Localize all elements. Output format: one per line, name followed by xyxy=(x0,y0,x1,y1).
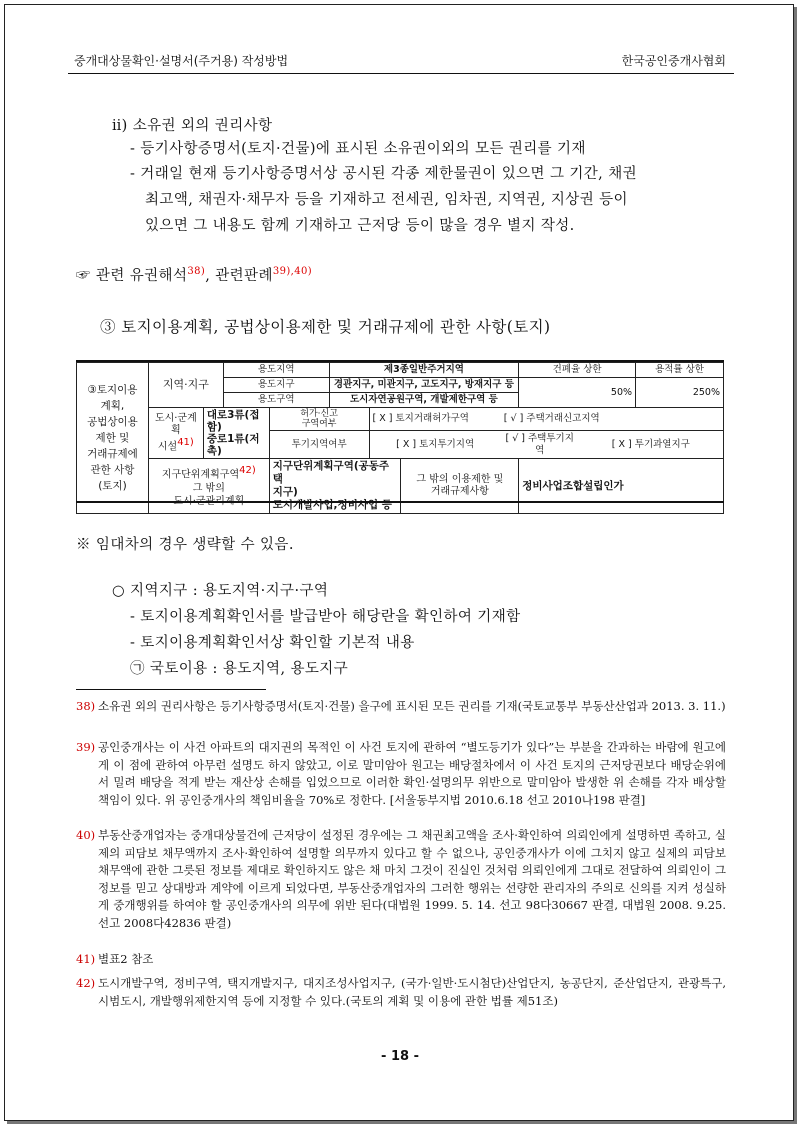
lease-note: ※ 임대차의 경우 생략할 수 있음. xyxy=(76,537,294,553)
table-side-label: ③토지이용 계획, 공법상이용 제한 및 거래규제에 관한 사항 (토지) xyxy=(77,363,149,514)
footnote-number: 38) xyxy=(76,699,96,713)
table-bottom-rule xyxy=(76,501,724,503)
use-district-label: 용도지구 xyxy=(223,378,329,393)
speculation-value-3: [ X ] 투기과열지구 xyxy=(579,431,724,459)
footnote-number: 41) xyxy=(76,952,96,966)
footnote-39 xyxy=(76,739,726,807)
use-area-value: 제3종일반주거지역 xyxy=(329,363,519,378)
permit-zone-value-1: [ X ] 토지거래허가구역 xyxy=(369,408,501,431)
permit-zone-label: 허가·신고 구역여부 xyxy=(269,408,369,431)
plan-facility-label: 도시·군계획 시설41) xyxy=(148,408,203,459)
bullet-dash-1: - 토지이용계획확인서를 발급받아 해당란을 확인하여 기재함 xyxy=(130,609,521,625)
footnote-42 xyxy=(76,975,726,1008)
footnote-text: 별표2 참조 xyxy=(98,952,154,966)
dash-item-2-line1: - 거래일 현재 등기사항증명서상 공시된 각종 제한물권이 있으면 그 기간, 채권 xyxy=(130,166,638,182)
zone-label: 지역·지구 xyxy=(148,363,223,408)
dash-item-2-line2: 최고액, 채권자·채무자 등을 기재하고 전세권, 임차권, 지역권, 지상권 등이 xyxy=(145,192,628,208)
subheading-other-rights: ⅱ) 소유권 외의 권리사항 xyxy=(112,118,273,134)
footnote-ref-39-40[interactable]: 39),40) xyxy=(272,266,313,278)
footnote-38 xyxy=(76,698,726,716)
unit-plan-label: 지구단위계획구역42) 그 밖의 도시·군관리계획 xyxy=(148,459,269,514)
bullet-zone-district: ○ 지역지구 : 용도지역·지구·구역 xyxy=(112,583,329,599)
footnote-text: 공인중개사는 이 사건 아파트의 대지권의 목적인 이 사건 토지에 관하여 “별도등기가 있다”는 부분을 간과하는 바람에 원고에게 이 점에 관하여 아무런 설명도 하지 않았고, 이로 말미암아 원고는 배당절차에서 이 사건 토지의 근저당권보다 배당순위에서 밀려 배당을 적게 받는 재산상 손해를 입었으므로 이러한 확인·설명의무 위반으로 말미암아 발생한 위 손해를 각자 배상할 책임이 있다. 위 공인중개사의 책임비율을 70%로 정한다. [서울동부지법 2010.6.18 선고 2010나198 판결] xyxy=(98,740,726,807)
other-restrictions-label: 그 밖의 이용제한 및 거래규제사항 xyxy=(401,459,519,514)
use-area-label: 용도지역 xyxy=(223,363,329,378)
far-value: 250% xyxy=(636,378,724,408)
reference-prefix: ☞ 관련 유권해석 xyxy=(76,268,188,284)
footnote-41 xyxy=(76,951,726,969)
reference-line xyxy=(76,264,312,285)
bullet-dash-2: - 토지이용계획확인서상 확인할 기본적 내용 xyxy=(130,635,415,651)
footnote-text: 도시개발구역, 정비구역, 택지개발지구, 대지조성사업지구, (국가·일반·도시첨단)산업단지, 농공단지, 준산업단지, 관광특구, 시범도시, 개발행위제한지역 등에 지정할 수 있다.(국토의 계획 및 이용에 관한 법률 제51조) xyxy=(98,976,726,1008)
dash-item-2-line3: 있으면 그 내용도 함께 기재하고 근저당 등이 많을 경우 별지 작성. xyxy=(145,218,575,234)
speculation-label: 투기지역여부 xyxy=(269,431,369,459)
dash-item-1: - 등기사항증명서(토지·건물)에 표시된 소유권이외의 모든 권리를 기재 xyxy=(130,141,586,157)
speculation-value-2: [ √ ] 주택투기지역 xyxy=(501,431,579,459)
footnote-number: 39) xyxy=(76,740,96,754)
footnote-40 xyxy=(76,827,726,930)
use-zone-label: 용도구역 xyxy=(223,393,329,408)
reference-mid: , 관련판례 xyxy=(205,268,273,284)
other-restrictions-value: 정비사업조합설립인가 xyxy=(519,459,724,514)
header-publisher: 한국공인중개사협회 xyxy=(621,54,726,68)
footnote-ref-42[interactable]: 42) xyxy=(239,465,256,477)
footnote-number: 42) xyxy=(76,976,96,990)
bcr-value: 50% xyxy=(519,378,636,408)
footnote-text: 소유권 외의 권리사항은 등기사항증명서(토지·건물) 을구에 표시된 모든 권리를 기재(국토교통부 부동산산업과 2013. 3. 11.) xyxy=(98,699,726,713)
footnote-ref-41[interactable]: 41) xyxy=(177,436,194,448)
use-zone-value: 도시자연공원구역, 개발제한구역 등 xyxy=(329,393,519,408)
section-heading-3: ③ 토지이용계획, 공법상이용제한 및 거래규제에 관한 사항(토지) xyxy=(100,318,551,336)
footnote-divider xyxy=(76,689,266,690)
plan-facility-value: 대로3류(접함) 중로1류(저촉) xyxy=(203,408,269,459)
unit-plan-value: 지구단위계획구역(공동주택 지구) 도시개발사업,정비사업 등 xyxy=(269,459,401,514)
footnote-ref-38[interactable]: 38) xyxy=(187,266,206,278)
bcr-label: 건폐율 상한 xyxy=(519,363,636,378)
footnote-number: 40) xyxy=(76,828,96,842)
header-divider xyxy=(68,73,734,74)
footnote-text: 부동산중개업자는 중개대상물건에 근저당이 설정된 경우에는 그 채권최고액을 조사·확인하여 의뢰인에게 설명하면 족하고, 실제의 피담보 채무액까지 조사·확인하여 설명할 의무까지 있다고 할 수 없으나, 공인중개사가 이에 그치지 않고 실제의 피담보 채무액에 관한 그릇된 정보를 제대로 확인하지도 않은 채 마치 그것이 진실인 것처럼 의뢰인에게 그대로 전달하여 의뢰인이 그 정보를 믿고 상대방과 계약에 이르게 되었다면, 부동산중개업자의 그러한 행위는 선량한 관리자의 주의로 신의를 지켜 성실하게 중개행위를 하여야 할 공인중개사의 의무에 위반 된다(대법원 1999. 5. 14. 선고 98다30667 판결, 대법원 2008. 9.25. 선고 2008다42836 판결) xyxy=(98,828,726,930)
use-district-value: 경관지구, 미관지구, 고도지구, 방재지구 등 xyxy=(329,378,519,393)
header-title: 중개대상물확인·설명서(주거용) 작성방법 xyxy=(74,54,289,68)
permit-zone-value-2: [ √ ] 주택거래신고지역 xyxy=(501,408,724,431)
far-label: 용적률 상한 xyxy=(636,363,724,378)
bullet-dash-3: ㉠ 국토이용 : 용도지역, 용도지구 xyxy=(130,661,349,677)
speculation-value-1: [ X ] 토지투기지역 xyxy=(369,431,501,459)
page-number: - 18 - xyxy=(381,1049,419,1064)
land-use-table xyxy=(76,362,724,514)
